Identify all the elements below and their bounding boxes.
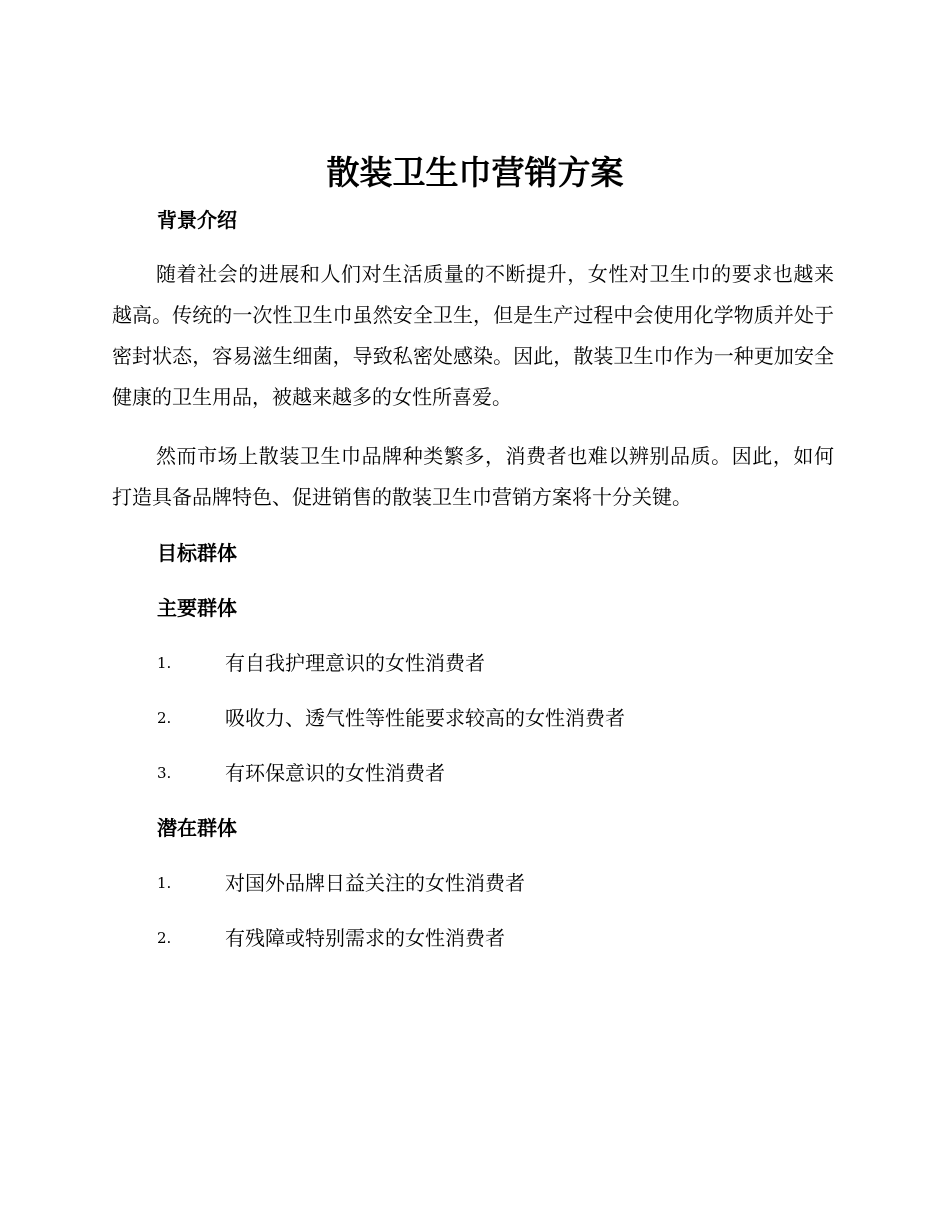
list-item-text: 吸收力、透气性等性能要求较高的女性消费者 [225,706,625,730]
subsection-heading-potential: 潜在群体 [157,816,237,840]
list-item-number: 1. [157,874,172,892]
paragraph-background-1: 随着社会的进展和人们对生活质量的不断提升，女性对卫生巾的要求也越来越高。传统的一次性卫生巾虽然安全卫生，但是生产过程中会使用化学物质并处于密封状态，容易滋生细菌，导致私密处感染。因此，散装卫生巾作为一种更加安全健康的卫生用品，被越来越多的女性所喜爱。 [112,262,834,409]
list-item-number: 1. [157,654,172,672]
list-item-number: 3. [157,764,172,782]
document-title: 散装卫生巾营销方案 [326,153,624,192]
subsection-heading-primary: 主要群体 [157,596,237,620]
list-item-number: 2. [157,929,172,947]
list-item-text: 有环保意识的女性消费者 [225,761,445,785]
list-item-text: 有残障或特别需求的女性消费者 [225,926,505,950]
section-heading-target: 目标群体 [157,541,237,565]
list-item-text: 对国外品牌日益关注的女性消费者 [225,871,525,895]
list-item-number: 2. [157,709,172,727]
paragraph-background-2: 然而市场上散装卫生巾品牌种类繁多，消费者也难以辨别品质。因此，如何打造具备品牌特色、促进销售的散装卫生巾营销方案将十分关键。 [112,444,834,509]
section-heading-background: 背景介绍 [157,208,237,232]
list-item-text: 有自我护理意识的女性消费者 [225,651,485,675]
